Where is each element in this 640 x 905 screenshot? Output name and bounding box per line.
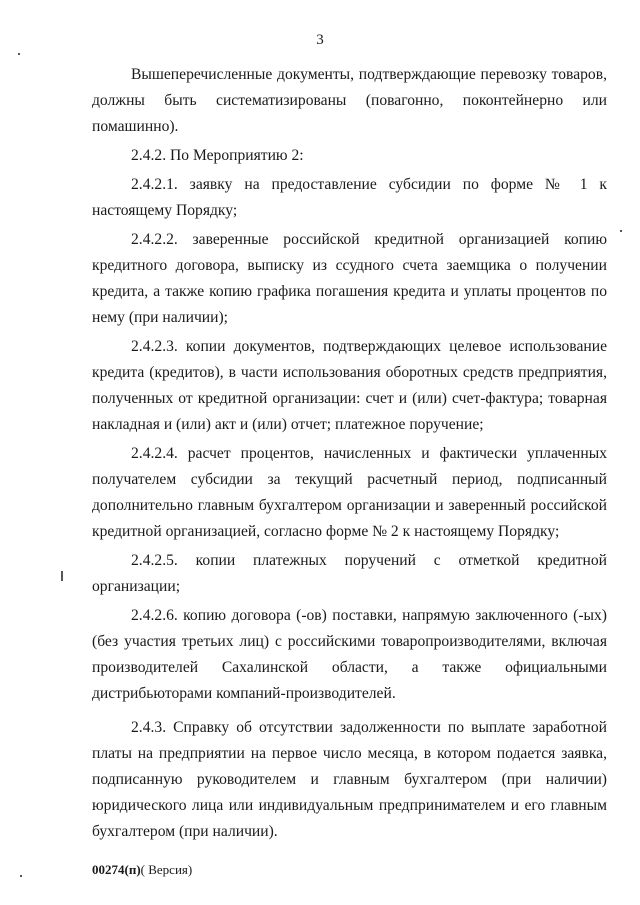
paragraph-2-4-2-2: 2.4.2.2. заверенные российской кредитной организацией копию кредитного договора, выписку из ссудного счета заемщика о получении кредита, а также копию графика погашения кредита и уплаты процентов по нему (при наличии); bbox=[92, 231, 607, 326]
paragraph-2-4-2-4: 2.4.2.4. расчет процентов, начисленных и фактически уплаченных получателем субсидии за текущий расчетный период, подписанный дополнительно главным бухгалтером организации и заверенный российской кредитной организацией, согласно форме № 2 к настоящему Порядку; bbox=[92, 445, 607, 540]
paragraph-documents-systematized: Вышеперечисленные документы, подтверждающие перевозку товаров, должны быть систематизированы (повагонно, поконтейнерно или помашинно). bbox=[92, 66, 607, 135]
page-number: 3 bbox=[316, 32, 324, 48]
paragraph-2-4-3: 2.4.3. Справку об отсутствии задолженности по выплате заработной платы на предприятии на первое число месяца, в котором подается заявка, подписанную руководителем и главным бухгалтером (при наличии) юридического лица или индивидуальным предпринимателем и его главным бухгалтером (при наличии). bbox=[92, 719, 607, 840]
document-footer-code bbox=[92, 862, 192, 878]
scan-artifact-right-dot bbox=[620, 230, 622, 232]
footer-doc-suffix: ( Версия) bbox=[140, 862, 193, 877]
paragraph-2-4-2-heading: 2.4.2. По Мероприятию 2: bbox=[131, 147, 304, 164]
paragraph-2-4-2-6: 2.4.2.6. копию договора (-ов) поставки, напрямую заключенного (-ых) (без участия третьих лиц) с российскими товаропроизводителями, включая производителей Сахалинской области, а также официальными дистрибьюторами компаний-производителей. bbox=[92, 607, 607, 702]
paragraph-2-4-2-1: 2.4.2.1. заявку на предоставление субсидии по форме № 1 к настоящему Порядку; bbox=[92, 176, 607, 219]
scan-artifact-top-left-dot bbox=[18, 53, 20, 55]
scan-artifact-bottom-left-dot bbox=[20, 875, 22, 877]
paragraph-2-4-2-5: 2.4.2.5. копии платежных поручений с отметкой кредитной организации; bbox=[92, 552, 607, 595]
footer-doc-code: 00274(п) bbox=[92, 862, 141, 877]
paragraph-2-4-2-3: 2.4.2.3. копии документов, подтверждающих целевое использование кредита (кредитов), в части использования оборотных средств предприятия, полученных от кредитной организации: счет и (или) счет-фактура; товарная накладная и (или) акт и (или) отчет; платежное поручение; bbox=[92, 338, 607, 433]
scan-artifact-left-tick bbox=[61, 571, 63, 581]
document-body bbox=[92, 62, 607, 845]
